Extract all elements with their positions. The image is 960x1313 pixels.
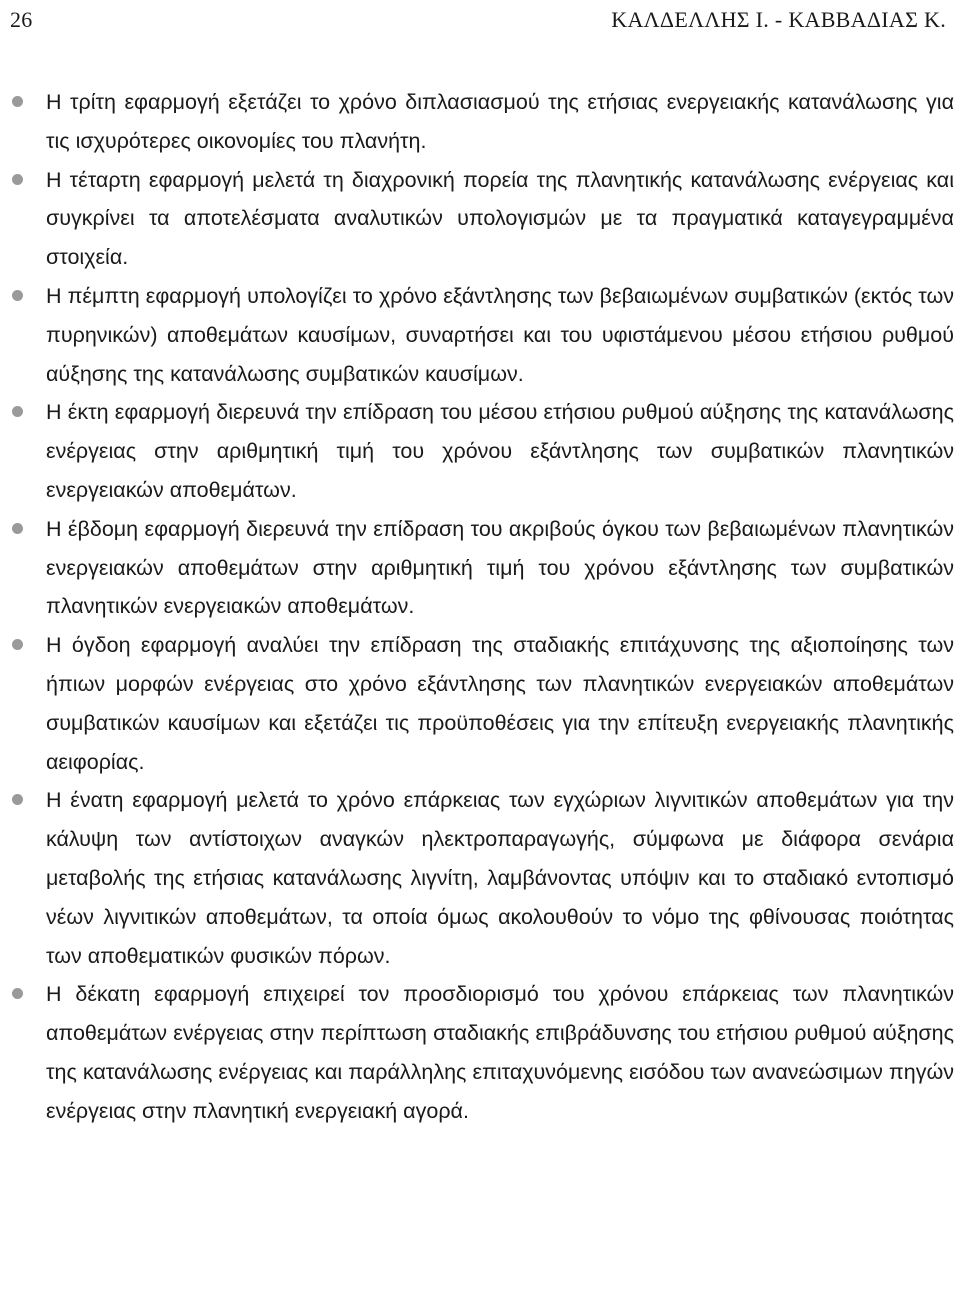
page-body (8, 83, 954, 1131)
bullet-icon (12, 639, 23, 650)
bullet-list (8, 83, 954, 1131)
list-item-text: Η έβδομη εφαρμογή διερευνά την επίδραση του ακριβούς όγκου των βεβαιωμένων πλανητικών ενεργειακών αποθεμάτων στην αριθμητική τιμή του χρόνου εξάντλησης των συμβατικών πλανητικών ενεργειακών αποθεμάτων. (46, 516, 954, 619)
page-header (8, 0, 952, 40)
bullet-icon (12, 794, 23, 805)
list-item-text: Η ένατη εφαρμογή μελετά το χρόνο επάρκειας των εγχώριων λιγνιτικών αποθεμάτων για την κάλυψη των αντίστοιχων αναγκών ηλεκτροπαραγωγής, σύμφωνα με διάφορα σενάρια μεταβολής της ετήσιας κατανάλωσης λιγνίτη, λαμβάνοντας υπόψιν και το σταδιακό εντοπισμό νέων λιγνιτικών αποθεμάτων, τα οποία όμως ακολουθούν το νόμο της φθίνουσας ποιότητας των αποθεματικών φυσικών πόρων. (46, 788, 954, 968)
list-item (8, 161, 954, 277)
bullet-icon (12, 523, 23, 534)
list-item (8, 626, 954, 781)
bullet-icon (12, 988, 23, 999)
list-item (8, 510, 954, 626)
list-item (8, 781, 954, 975)
list-item-text: Η έκτη εφαρμογή διερευνά την επίδραση του μέσου ετήσιου ρυθμού αύξησης της κατανάλωσης ενέργειας στην αριθμητική τιμή του χρόνου εξάντλησης των συμβατικών πλανητικών ενεργειακών αποθεμάτων. (46, 400, 954, 502)
page-number: 26 (10, 7, 33, 32)
running-head: ΚΑΛΔΕΛΛΗΣ Ι. - ΚΑΒΒΑΔΙΑΣ Κ. (611, 7, 946, 32)
bullet-icon (12, 174, 23, 185)
list-item (8, 975, 954, 1130)
list-item-text: Η πέμπτη εφαρμογή υπολογίζει το χρόνο εξάντλησης των βεβαιωμένων συμβατικών (εκτός των πυρηνικών) αποθεμάτων καυσίμων, συναρτήσει και του υφιστάμενου μέσου ετήσιου ρυθμού αύξησης της κατανάλωσης συμβατικών καυσίμων. (46, 283, 954, 386)
list-item (8, 277, 954, 393)
list-item (8, 83, 954, 161)
list-item-text: Η τρίτη εφαρμογή εξετάζει το χρόνο διπλασιασμού της ετήσιας ενεργειακής κατανάλωσης για τις ισχυρότερες οικονομίες του πλανήτη. (46, 90, 954, 153)
list-item-text: Η όγδοη εφαρμογή αναλύει την επίδραση της σταδιακής επιτάχυνσης της αξιοποίησης των ήπιων μορφών ενέργειας στο χρόνο εξάντλησης των πλανητικών ενεργειακών αποθεμάτων συμβατικών καυσίμων και εξετάζει τις προϋποθέσεις για την επίτευξη ενεργειακής πλανητικής αειφορίας. (46, 633, 954, 774)
list-item (8, 393, 954, 509)
bullet-icon (12, 96, 23, 107)
list-item-text: Η τέταρτη εφαρμογή μελετά τη διαχρονική πορεία της πλανητικής κατανάλωσης ενέργειας και συγκρίνει τα αποτελέσματα αναλυτικών υπολογισμών με τα πραγματικά καταγεγραμμένα στοιχεία. (46, 167, 954, 270)
bullet-icon (12, 406, 23, 417)
bullet-icon (12, 290, 23, 301)
list-item-text: Η δέκατη εφαρμογή επιχειρεί τον προσδιορισμό του χρόνου επάρκειας των πλανητικών αποθεμάτων ενέργειας στην περίπτωση σταδιακής επιβράδυνσης του ετήσιου ρυθμού αύξησης της κατανάλωσης ενέργειας και παράλληλης επιταχυνόμενης εισόδου των ανανεώσιμων πηγών ενέργειας στην πλανητική ενεργειακή αγορά. (46, 982, 954, 1123)
